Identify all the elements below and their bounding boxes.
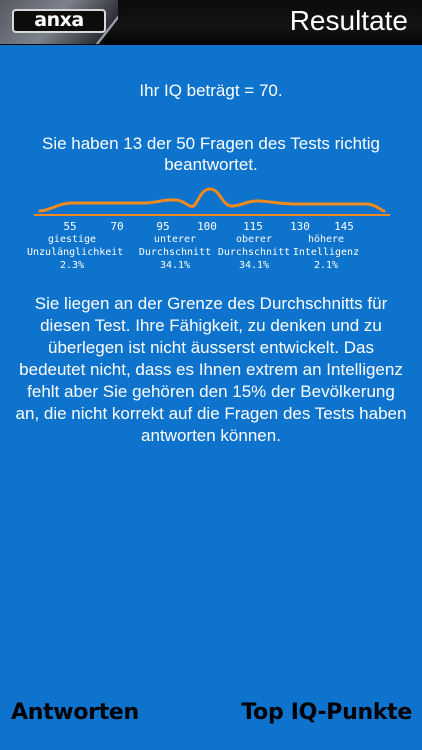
tick-label: 100 <box>197 220 217 233</box>
tick-label: 95 <box>156 220 170 233</box>
iq-distribution-curve <box>34 184 390 220</box>
tick-label: 70 <box>110 220 124 233</box>
curve-line <box>40 189 384 211</box>
logo-text: anxa <box>34 8 84 31</box>
header-bar <box>0 0 422 45</box>
answers-button[interactable]: Antworten <box>11 700 139 725</box>
tick-label: 115 <box>243 220 263 233</box>
logo <box>0 0 118 44</box>
category-label: oberer Durchschnitt 34.1% <box>217 234 291 271</box>
iq-result: Ihr IQ beträgt = 70. <box>139 81 283 100</box>
category-label: unterer Durchschnitt 34.1% <box>138 234 212 271</box>
result-description: Sie liegen an der Grenze des Durchschnitts für diesen Test. Ihre Fähigkeit, zu denken und zu überlegen ist nicht äusserst entwickelt. Das bedeutet nicht, dass es Ihnen extrem an Intelligenz fehlt aber Sie gehören den 15% der Bevölkerung an, die nicht korrekt auf die Fragen des Tests haben antworten können. <box>15 294 407 445</box>
category-label: giestige Unzulänglichkeit 2.3% <box>27 234 124 271</box>
score-summary: Sie haben 13 der 50 Fragen des Tests richtig beantwortet. <box>41 134 380 174</box>
tick-label: 145 <box>334 220 354 233</box>
page-title: Resultate <box>289 5 408 36</box>
tick-label: 55 <box>63 220 77 233</box>
logo-badge <box>12 9 106 33</box>
tick-label: 130 <box>290 220 310 233</box>
top-iq-scores-button[interactable]: Top IQ-Punkte <box>241 700 412 725</box>
category-label: höhere Intelligenz 2.1% <box>292 234 360 271</box>
